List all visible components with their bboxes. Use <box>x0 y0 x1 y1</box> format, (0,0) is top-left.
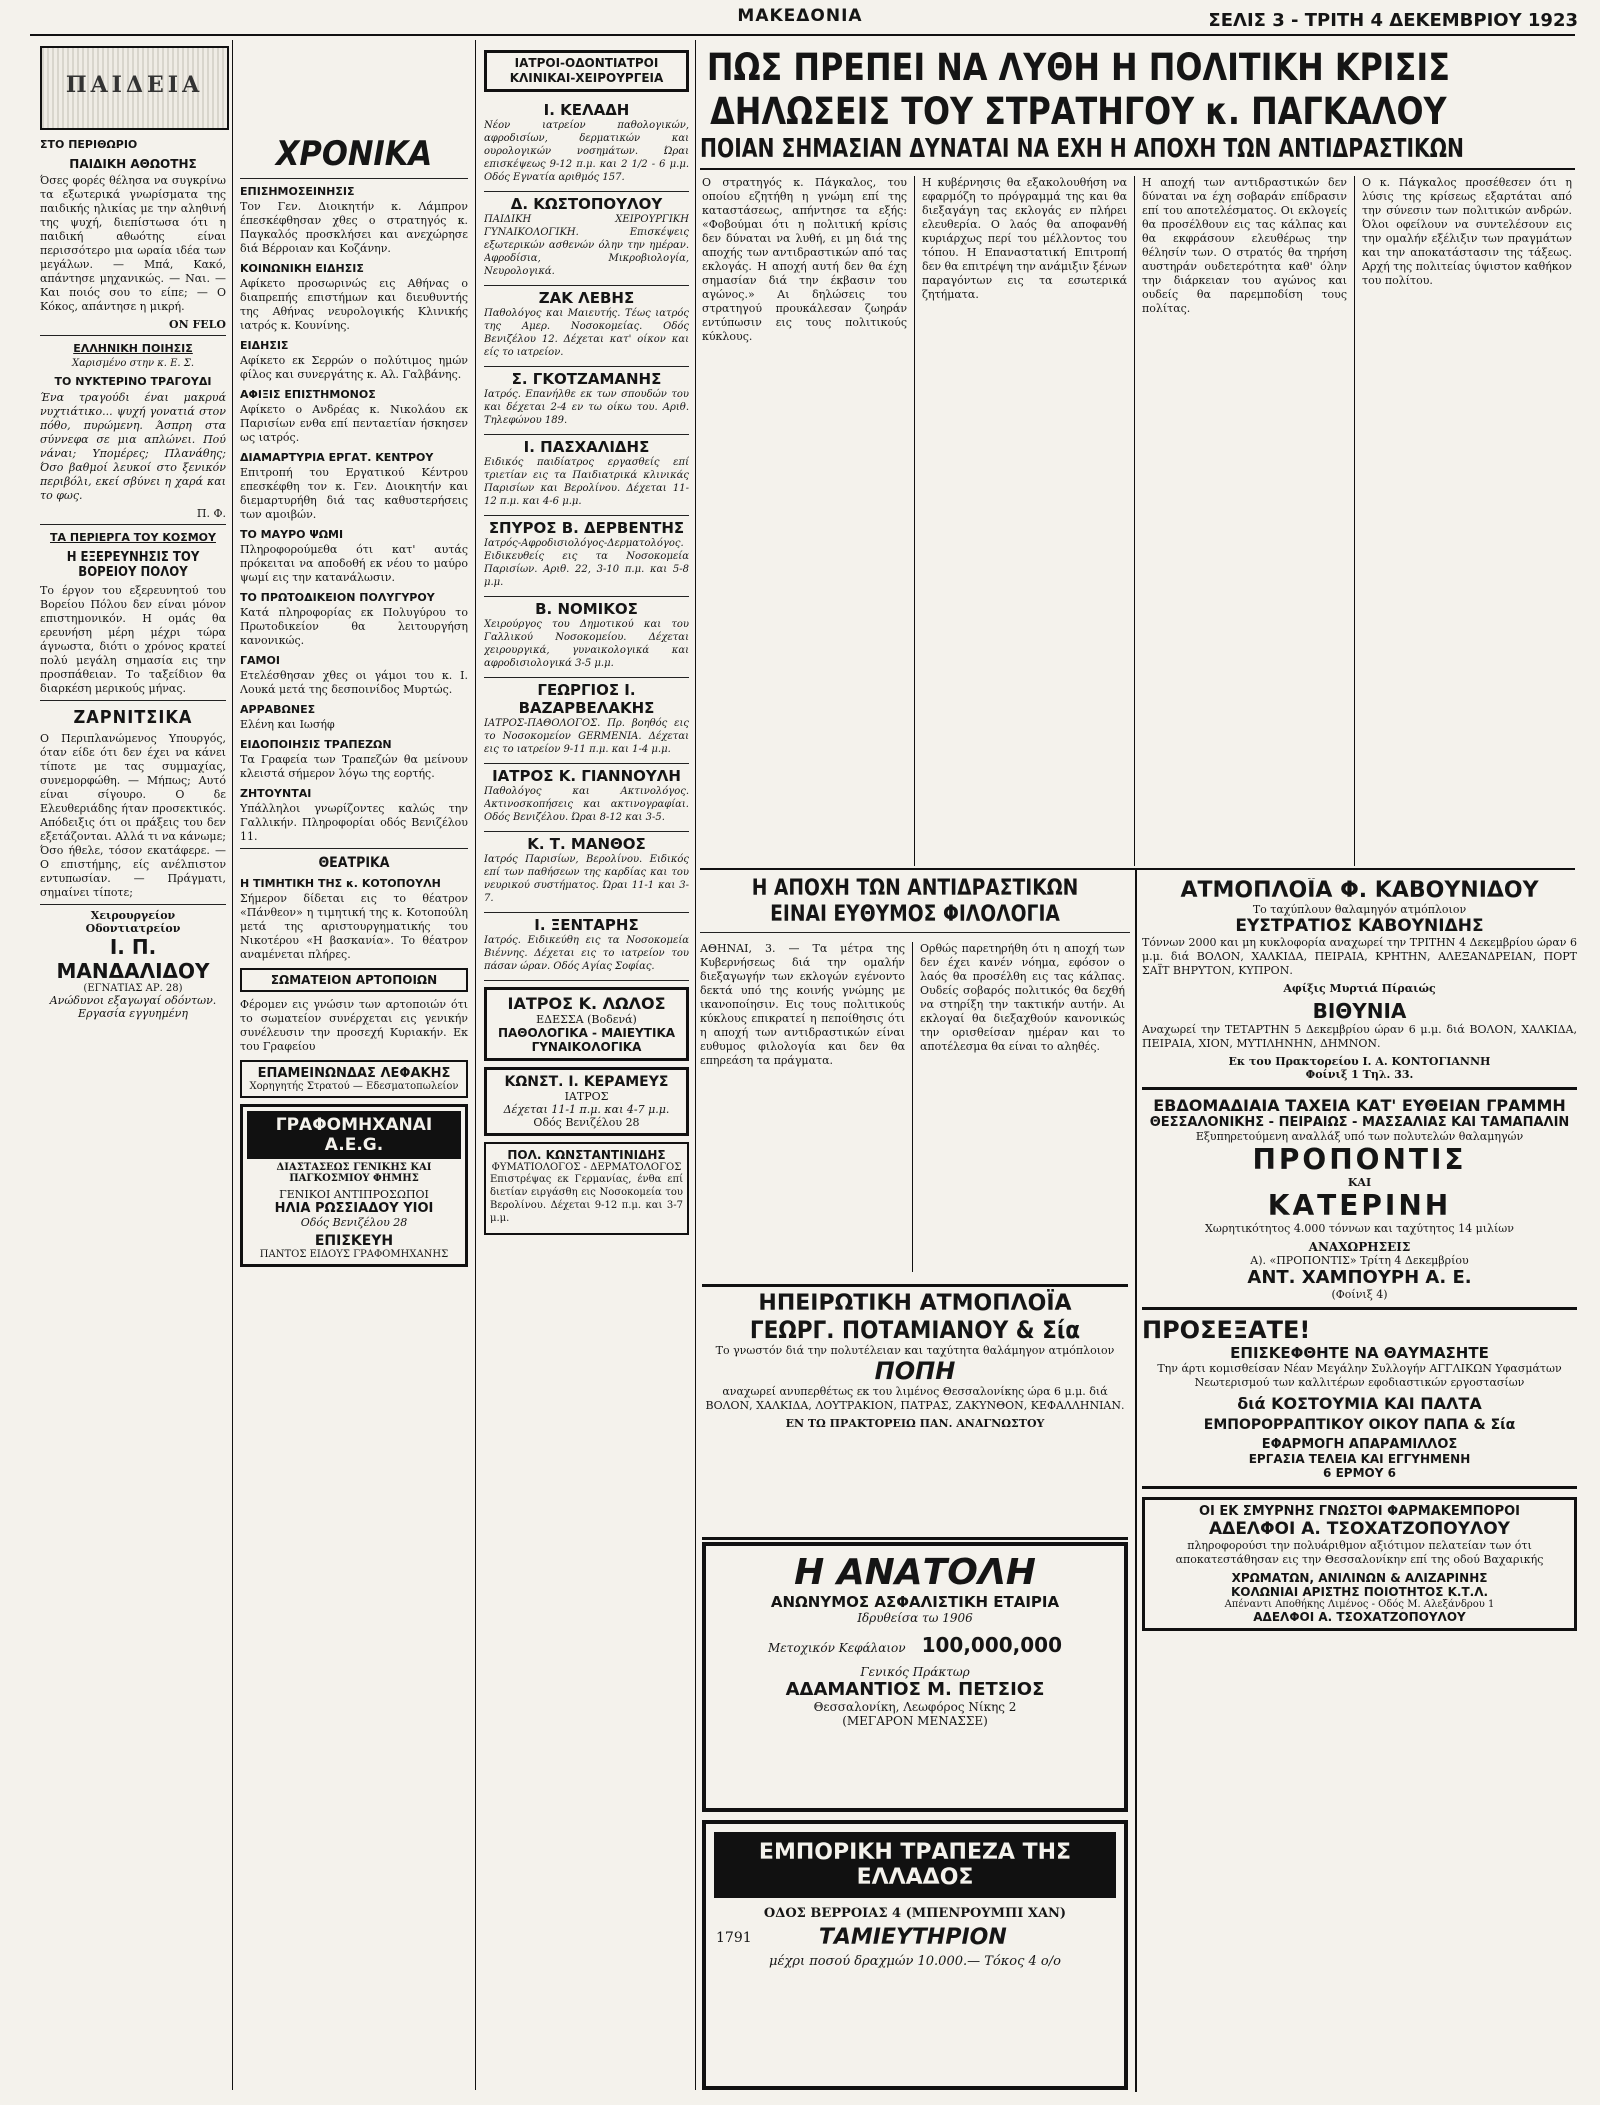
ad-konstantinidis-body: Επιστρέψας εκ Γερμανίας, ένθα επί διετίαν ειργάσθη εις Νοσοκομεία του Βερολίνου. Δέχεται 9-12 π.μ. και 3-7 μ.μ. <box>490 1174 683 1224</box>
main-article-col: Ο στρατηγός κ. Πάγκαλος, του οποίου εζητήθη η γνώμη επί της καταστάσεως, απήντησε τα εξής: «Φοβούμαι ότι η πολιτική κρίσις δεν δύναται να λυθή, ει μη διά της αποχής των αντιδραστικών από τας εκλογάς. Η αποχή αυτή δεν θα έχη σημασίαν διά την έκβασιν του αγώνος.» Αι δηλώσεις του στρατηγού προυκάλεσαν ζωηράν εντύπωσιν εις τους πολιτικούς κύκλους. <box>702 176 907 343</box>
ad-anatoli-sub: ΑΝΩΝΥΜΟΣ ΑΣΦΑΛΙΣΤΙΚΗ ΕΤΑΙΡΙΑ <box>770 1593 1060 1611</box>
doctor-ad <box>484 367 689 435</box>
doctor-name: Ι. ΠΑΣΧΑΛΙΔΗΣ <box>523 438 650 456</box>
ad-aeg <box>240 1104 468 1267</box>
ad-anatoli-rep: ΑΔΑΜΑΝΤΙΟΣ Μ. ΠΕΤΣΙΟΣ <box>785 1679 1045 1700</box>
ad-papa-body: Την άρτι κομισθείσαν Νέαν Μεγάλην Συλλογήν ΑΓΓΛΙΚΩΝ Υφασμάτων Νεωτερισμού των καλλιτέρων εφοδιαστικών εργοστασίων <box>1157 1362 1562 1389</box>
ad-papa-apply: ΕΦΑΡΜΟΓΗ ΑΠΑΡΑΜΙΛΛΟΣ <box>1261 1437 1458 1452</box>
chronicle-item-heading: ΓΑΜΟΙ <box>240 654 280 667</box>
ad-vithynia-agent: Εκ του Πρακτορείου Ι. Α. ΚΟΝΤΟΓΙΑΝΝΗ <box>1228 1055 1491 1068</box>
doctor-details: Χειρούργος του Δημοτικού και του Γαλλικού Νοσοκομείου. Δέχεται χειρουργικά, γυναικολογικά και αφροδισιολογικά 3-5 μ.μ. <box>484 619 689 669</box>
divider <box>40 904 226 905</box>
ad-propontis-agent: ΑΝΤ. ΧΑΜΠΟΥΡΗ Α. Ε. <box>1247 1267 1472 1288</box>
chronicle-item-body: Κατά πληροφορίας εκ Πολυγύρου το Πρωτοδικείον θα λειτουργήση κανονικώς. <box>240 606 468 647</box>
chronicle-item-body: Αφίκετο ο Ανδρέας κ. Νικολάου εκ Παρισίων ενθα επί πενταετίαν ήσκησεν ως ιατρός. <box>240 403 468 444</box>
ad-propontis-title: ΕΒΔΟΜΑΔΙΑΙΑ ΤΑΧΕΙΑ ΚΑΤ' ΕΥΘΕΙΑΝ ΓΡΑΜΜΗ <box>1153 1096 1566 1115</box>
ad-bank <box>702 1820 1128 2090</box>
chronicle-item-heading: ΚΟΙΝΩΝΙΚΗ ΕΙΔΗΣΙΣ <box>240 262 364 275</box>
doctor-ad <box>484 516 689 597</box>
chronicle-item-heading: ΕΠΙΣΗΜΟΣΕΙΝΗΣΙΣ <box>240 185 355 198</box>
chronicle-item-heading: ΕΙΔΗΣΙΣ <box>240 339 289 352</box>
doctor-name: Ι. ΞΕΝΤΑΡΗΣ <box>534 916 639 934</box>
ad-lefakis <box>240 1060 468 1098</box>
doctor-name: ΓΕΩΡΓΙΟΣ Ι. ΒΑΖΑΡΒΕΛΑΚΗΣ <box>518 681 655 717</box>
ad-anatoli-capital: 100,000,000 <box>921 1633 1063 1657</box>
section-label: ΣΤΟ ΠΕΡΙΘΩΡΙΟ <box>40 138 138 151</box>
ad-kavounidou-intro: Το ταχύπλουν θαλαμηγόν ατμόπλοιον <box>1252 903 1467 916</box>
ad-kerameus-address: Οδός Βενιζέλου 28 <box>533 1116 640 1129</box>
ad-papa <box>1142 1310 1577 1489</box>
ad-aeg-service: ΕΠΙΣΚΕΥΗ <box>314 1233 394 1249</box>
main-headlines <box>700 46 1580 166</box>
chronicle-title: ΧΡΟΝΙΚΑ <box>275 134 433 174</box>
ad-potamianou <box>702 1284 1128 1540</box>
ad-propontis-agent-sub: (Φοίνιξ 4) <box>1331 1288 1388 1301</box>
ad-konstantinidis-sub: ΦΥΜΑΤΙΟΛΟΓΟΣ - ΔΕΡΜΑΤΟΛΟΓΟΣ <box>491 1162 682 1173</box>
ad-lolos-city: ΕΔΕΣΣΑ (Βοδενά) <box>536 1013 637 1026</box>
ad-propontis-date: Α). «ΠΡΟΠΟΝΤΙΣ» Τρίτη 4 Δεκεμβρίου <box>1250 1254 1469 1267</box>
column-2 <box>240 44 468 2092</box>
sub-article-col: ΑΘΗΝΑΙ, 3. — Τα μέτρα της Κυβερνήσεως διά την ομαλήν διεξαγωγήν των εκλογών εγένοντο δεκτά υπό της κοινής γνώμης με ικανοποίησιν. Εις τους πολιτικούς κύκλους επικρατεί η πεποίθησις ότι η αποχή των αντιδραστικών είναι ευθυμος φιλολογία και δεν θα επηρεάση τα πράγματα. <box>700 942 905 1067</box>
column-title: ΖΑΡΝΙΤΣΙΚΑ <box>73 707 193 728</box>
chronicle-item-heading: ΔΙΑΜΑΡΤΥΡΙΑ ΕΡΓΑΤ. ΚΕΝΤΡΟΥ <box>240 451 434 464</box>
page-date: ΣΕΛΙΣ 3 - ΤΡΙΤΗ 4 ΔΕΚΕΜΒΡΙΟΥ 1923 <box>1208 10 1578 31</box>
chronicle-item-body: Ετελέσθησαν χθες οι γάμοι του κ. Ι. Λουκά μετά της δεσποινίδος Μυρτώς. <box>240 669 468 696</box>
poem-signature: Π. Φ. <box>196 507 226 520</box>
theatre-heading: ΘΕΑΤΡΙΚΑ <box>318 855 390 871</box>
doctor-name: ΖΑΚ ΛΕΒΗΣ <box>538 289 635 307</box>
sub-headline-2: ΕΙΝΑΙ ΕΥΘΥΜΟΣ ΦΙΛΟΛΟΓΙΑ <box>770 902 1060 927</box>
ad-dentist-sub: Οδοντιατρείον <box>85 922 181 935</box>
chronicle-item-heading: ΖΗΤΟΥΝΤΑΙ <box>240 787 312 800</box>
ad-anatoli-building: (ΜΕΓΑΡΟΝ ΜΕΝΑΣΣΕ) <box>842 1714 988 1728</box>
ad-potamianou-body: αναχωρεί ανυπερθέτως εκ του λιμένος Θεσσαλονίκης ώρα 6 μ.μ. διά ΒΟΛΟΝ, ΧΑΛΚΙΔΑ, ΛΟΥΤΡΑΚΙΟΝ, ΠΑΤΡΑΣ, ΖΑΚΥΝΘΟΝ, ΚΕΦΑΛΛΗΝΙΑΝ. <box>705 1385 1125 1412</box>
world-body: Το έργον του εξερευνητού του Βορείου Πόλου δεν είναι μόνον επιστημονικόν. Η ομάς θα ερευνήση μέρη μέχρι τώρα άγνωστα, διότι ο χρόνος κρατεί πολύ μεγάλη σημασία εις την προσπάθειαν. Το ταξείδιον θα διαρκέση μερικούς μήνας. <box>40 584 226 695</box>
headline-rule <box>700 168 1575 170</box>
ad-konstantinidis-title: ΠΟΛ. ΚΩΝΣΤΑΝΤΙΝΙΔΗΣ <box>507 1148 666 1162</box>
column-3 <box>484 44 689 2092</box>
ad-propontis-ship1: ΠΡΟΠΟΝΤΙΣ <box>1252 1143 1467 1176</box>
ad-anatoli <box>702 1542 1128 1812</box>
chronicle-item-body: Υπάλληλοι γνωρίζοντες καλώς την Γαλλικήν. Πληροφορίαι οδός Βενιζέλου 11. <box>240 802 468 843</box>
ad-aeg-sub: ΔΙΑΣΤΑΣΕΩΣ ΓΕΝΙΚΗΣ ΚΑΙ ΠΑΓΚΟΣΜΙΟΥ ΦΗΜΗΣ <box>276 1162 432 1184</box>
ad-tsochatzopoulou-quality: ΚΟΛΩΝΙΑΙ ΑΡΙΣΤΗΣ ΠΟΙΟΤΗΤΟΣ Κ.Τ.Λ. <box>1230 1585 1489 1599</box>
divider <box>40 524 226 525</box>
poem-body: Ένα τραγούδι έναι μακρυά νυχτιάτικο... ψυχή γονατιά στον πόθο, πυρώμενη. Άσπρη στα σύννεφα σε μια απλώνει. Πού νάναι; Υπομέρες; Πλανάθης; Όσο βαθμοί λευκοί στο ξενικόν περιβόλι, εκεί σβύνει η χαρά και το φως. <box>40 391 226 502</box>
ad-papa-work: ΕΡΓΑΣΙΑ ΤΕΛΕΙΑ ΚΑΙ ΕΓΓΥΗΜΕΝΗ <box>1248 1452 1471 1466</box>
ad-papa-title: ΠΡΟΣΕΞΑΤΕ! <box>1142 1316 1311 1344</box>
guild-box <box>240 968 468 992</box>
ad-aeg-agent: ΓΕΝΙΚΟΙ ΑΝΤΙΠΡΟΣΩΠΟΙ <box>279 1188 429 1201</box>
world-heading: ΤΑ ΠΕΡΙΕΡΓΑ ΤΟΥ ΚΟΣΜΟΥ <box>50 531 216 544</box>
chronicle-item-heading: ΑΦΙΞΙΣ ΕΠΙΣΤΗΜΟΝΟΣ <box>240 388 376 401</box>
ad-anatoli-address: Θεσσαλονίκη, Λεωφόρος Νίκης 2 <box>813 1700 1017 1714</box>
ad-kavounidou-title: ΑΤΜΟΠΛΟΪΑ Φ. ΚΑΒΟΥΝΙΔΟΥ <box>1180 878 1539 903</box>
ad-propontis-ship2: ΚΑΤΕΡΙΝΗ <box>1267 1189 1452 1222</box>
headline-1: ΠΩΣ ΠΡΕΠΕΙ ΝΑ ΛΥΘΗ Η ΠΟΛΙΤΙΚΗ ΚΡΙΣΙΣ <box>706 46 1450 89</box>
ad-lolos-title: ΙΑΤΡΟΣ Κ. ΛΩΛΟΣ <box>507 994 666 1013</box>
ad-lolos <box>484 987 689 1061</box>
ad-papa-item: διά ΚΟΣΤΟΥΜΙΑ ΚΑΙ ΠΑΛΤΑ <box>1237 1394 1482 1413</box>
chronicle-item-body: Ελένη και Ιωσήφ <box>240 718 335 731</box>
divider <box>240 178 468 179</box>
sub-headline-1: Η ΑΠΟΧΗ ΤΩΝ ΑΝΤΙΔΡΑΣΤΙΚΩΝ <box>751 876 1079 901</box>
ad-bank-title: ΕΜΠΟΡΙΚΗ ΤΡΑΠΕΖΑ ΤΗΣ ΕΛΛΑΔΟΣ <box>714 1832 1116 1898</box>
ad-kavounidou-port: Αφίξις Μυρτιά Πίραιώς <box>1283 982 1436 995</box>
doctor-ad <box>484 192 689 286</box>
ad-kavounidou-ship: ΕΥΣΤΡΑΤΙΟΣ ΚΑΒΟΥΝΙΔΗΣ <box>1235 916 1484 936</box>
ad-aeg-service-sub: ΠΑΝΤΟΣ ΕΙΔΟΥΣ ΓΡΑΦΟΜΗΧΑΝΗΣ <box>259 1249 449 1260</box>
doctor-name: Β. ΝΟΜΙΚΟΣ <box>535 600 638 618</box>
doctor-details: ΙΑΤΡΟΣ-ΠΑΘΟΛΟΓΟΣ. Πρ. βοηθός εις το Νοσοκομείον GERMENIA. Δέχεται εις το ιατρείον 9-11 π.μ. και 1-4 μ.μ. <box>484 718 689 755</box>
ad-kavounidou <box>1142 878 1577 1090</box>
doctor-details: Ιατρός. Ειδικεύθη εις τα Νοσοκομεία Βιέννης. Δέχεται εις το ιατρείον του πάσαν ώραν. Οδός Αγίας Σοφίας. <box>484 935 689 972</box>
ad-potamianou-owner: ΓΕΩΡΓ. ΠΟΤΑΜΙΑΝΟΥ & Σία <box>749 1316 1081 1344</box>
doctor-details: Νέον ιατρείον παθολογικών, αφροδισίων, δερματικών και ουρολογικών νοσημάτων. Ώραι επισκέψεως 9-12 π.μ. και 2 1/2 - 6 μ.μ. Οδός Εγνατία αριθμός 157. <box>484 120 689 183</box>
poetry-heading: ΕΛΛΗΝΙΚΗ ΠΟΙΗΣΙΣ <box>73 342 193 355</box>
doctor-details: Παθολόγος και Μαιευτής. Τέως ιατρός της Αμερ. Νοσοκομείας. Οδός Βενιζέλου 12. Δέχεται κατ' οίκον και είς το ιατρείον. <box>484 308 689 358</box>
doctor-ad <box>484 98 689 192</box>
ad-propontis-route: ΘΕΣΣΑΛΟΝΙΚΗΣ - ΠΕΙΡΑΙΩΣ - ΜΑΣΣΑΛΙΑΣ ΚΑΙ ΤΑΜΑΠΑΛΙΝ <box>1149 1115 1570 1130</box>
ad-tsochatzopoulou-signature: ΑΔΕΛΦΟΙ Α. ΤΣΟΧΑΤΖΟΠΟΥΛΟΥ <box>1253 1610 1466 1624</box>
doctor-ad <box>484 678 689 764</box>
guild-body: Φέρομεν εις γνώσιν των αρτοποιών ότι το σωματείον συνέρχεται εις γενικήν συνέλευσιν την προσεχή Κυριακήν. Εκ του Γραφείου <box>240 998 468 1053</box>
ad-bank-year: 1791 <box>716 1929 752 1946</box>
ad-aeg-agent-name: ΗΛΙΑ ΡΩΣΣΙΑΔΟΥ ΥΙΟΙ <box>274 1201 434 1216</box>
divider <box>40 700 226 701</box>
column-1 <box>40 132 226 2092</box>
ad-lefakis-name: ΕΠΑΜΕΙΝΩΝΔΑΣ ΛΕΦΑΚΗΣ <box>257 1066 451 1081</box>
sub-article-col: Ορθώς παρετηρήθη ότι η αποχή των δεν έχει κανέν νόημα, εφόσον ο λαός θα προσέλθη εις τας κάλπας. Ουδείς σοβαρός πολιτικός θα δεχθή να στηρίξη την τακτικήν αυτήν. Αι εκλογαί θα διεξαχθούν κανονικώς την ορισθείσαν ημέραν και το αποτέλεσμα θα είναι το αληθές. <box>920 942 1125 1053</box>
doctor-ads <box>484 98 689 981</box>
ad-dentist-name: Ι. Π. ΜΑΝΔΑΛΙΔΟΥ <box>56 935 210 983</box>
masthead-rule <box>30 34 1575 36</box>
ad-lolos-spec: ΠΑΘΟΛΟΓΙΚΑ - ΜΑΙΕΥΤΙΚΑ ΓΥΝΑΙΚΟΛΟΓΙΚΑ <box>497 1026 676 1054</box>
chronicle-item-body: Επιτροπή του Εργατικού Κέντρου επεσκέφθη τον κ. Γεν. Διοικητήν και διεμαρτυρήθη διά τας καθυστερήσεις των αμοιβών. <box>240 466 468 521</box>
ad-tsochatzopoulou <box>1142 1497 1577 1631</box>
headline-2: ΔΗΛΩΣΕΙΣ ΤΟΥ ΣΤΡΑΤΗΓΟΥ κ. ΠΑΓΚΑΛΟΥ <box>710 90 1447 133</box>
column-body: Ο Περιπλανώμενος Υπουργός, όταν είδε ότι δεν έχει να κάνει τίποτε με τας συμμαχίας, συνεμορφώθη. — Μήπως; Αυτό είναι σίγουρο. Ο δε Ελευθεριάδης ήταν προσεκτικός. Απόδειξις ότι οι πράξεις του δεν εξετάζονται. Αλλά τι να κάνωμε; Όσο ήθελε, τόσον εκατάφερε. — Ο επιστήμης, είς ανέλπιστον εντυπωσίαν. — Πράγματι, σημαίνει τίποτε; <box>40 732 226 899</box>
ad-anatoli-founded: Ιδρυθείσα τω 1906 <box>857 1611 973 1625</box>
headline-3: ΠΟΙΑΝ ΣΗΜΑΣΙΑΝ ΔΥΝΑΤΑΙ ΝΑ ΕΧΗ Η ΑΠΟΧΗ ΤΩΝ ΑΝΤΙΔΡΑΣΤΙΚΩΝ <box>700 134 1464 164</box>
doctor-name: Κ. Τ. ΜΑΝΘΟΣ <box>527 835 646 853</box>
doctors-header-text: ΙΑΤΡΟΙ-ΟΔΟΝΤΙΑΤΡΟΙ ΚΛΙΝΙΚΑΙ-ΧΕΙΡΟΥΡΓΕΙΑ <box>509 56 664 85</box>
ad-kerameus-title: ΚΩΝΣΤ. Ι. ΚΕΡΑΜΕΥΣ <box>504 1074 669 1090</box>
column-divider <box>232 40 233 2090</box>
chronicle-item-heading: ΕΙΔΟΠΟΙΗΣΙΣ ΤΡΑΠΕΖΩΝ <box>240 738 392 751</box>
ad-potamianou-intro: Το γνωστόν διά την πολυτέλειαν και ταχύτητα θαλάμηγον ατμόπλοιον <box>715 1344 1115 1357</box>
ad-dentist-tag: Εργασία εγγυημένη <box>78 1007 188 1020</box>
guild-heading: ΣΩΜΑΤΕΙΟΝ ΑΡΤΟΠΟΙΩΝ <box>270 973 438 987</box>
ad-bank-limit: μέχρι ποσού δραχμών 10.000.— Τόκος 4 ο/ο <box>769 1954 1061 1969</box>
ad-kavounidou-body: Τόννων 2000 και μη κυκλοφορία αναχωρεί την ΤΡΙΤΗΝ 4 Δεκεμβρίου ώραν 6 μ.μ. διά ΒΟΛΟΝ, ΧΑΛΚΙΔΑ, ΠΕΙΡΑΙΑ, ΚΡΗΤΗΝ, ΑΛΕΞΑΝΔΡΕΙΑΝ, ΠΟΡΤ ΣΑΪΤ ΒΗΡΥΤΟΝ, ΚΥΠΡΟΝ. <box>1142 936 1577 977</box>
ad-propontis-body: Χωρητικότητος 4.000 τόννων και ταχύτητος 14 μιλίων <box>1205 1222 1514 1235</box>
ad-papa-sub: ΕΠΙΣΚΕΦΘΗΤΕ ΝΑ ΘΑΥΜΑΣΗΤΕ <box>1230 1344 1489 1362</box>
ad-propontis <box>1142 1090 1577 1310</box>
chronicle-item-body: Αφίκετο εκ Σερρών ο πολύτιμος ημών φίλος και συνεργάτης κ. Αλ. Γαλβάνης. <box>240 354 468 381</box>
divider <box>240 848 468 849</box>
ad-potamianou-ship: ΠΟΠΗ <box>874 1357 956 1385</box>
chronicle-item-body: Αφίκετο προσωρινώς εις Αθήνας ο διαπρεπής επιστήμων και διευθυντής της Αθήνας νευρολογικής Κλινικής ιατρός κ. Κουνίνης. <box>240 277 468 332</box>
ad-potamianou-company: ΗΠΕΙΡΩΤΙΚΗ ΑΤΜΟΠΛΟΪΑ <box>758 1291 1072 1316</box>
chronicle-item-body: Τον Γεν. Διοικητήν κ. Λάμπρον έπεσκέφθησαν χθες ο στρατηγός κ. Παγκαλός προσκλήσει και ανεχώρησε διά Βέρροιαν και Κοζάνην. <box>240 200 468 255</box>
doctor-details: Παθολόγος και Ακτινολόγος. Ακτινοσκοπήσεις και ακτινογραφίαι. Οδός Βενιζέλου. Ώραι 8-12 και 3-5. <box>484 786 689 823</box>
ad-dentist-address: (ΕΓΝΑΤΙΑΣ ΑΡ. 28) <box>83 983 183 994</box>
ad-aeg-title: ΓΡΑΦΟΜΗΧΑΝΑΙ A.E.G. <box>247 1111 461 1159</box>
main-article <box>702 176 1577 876</box>
ad-anatoli-title: Η ΑΝΑΤΟΛΗ <box>794 1552 1036 1593</box>
doctor-name: ΣΠΥΡΟΣ Β. ΔΕΡΒΕΝΤΗΣ <box>488 519 685 537</box>
doctor-details: Ιατρός Παρισίων, Βερολίνου. Ειδικός επί των παθήσεων της καρδίας και του νευρικού συστήματος. Ώραι 11-1 και 3-7. <box>484 854 689 904</box>
ad-papa-address: 6 ΕΡΜΟΥ 6 <box>1323 1466 1396 1480</box>
doctor-ad <box>484 597 689 678</box>
ad-tsochatzopoulou-address: Απέναντι Αποθήκης Λιμένος - Οδός Μ. Αλεξάνδρου 1 <box>1224 1599 1495 1610</box>
main-article-col: Η αποχή των αντιδραστικών δεν δύναται να έχη σοβαράν επίδρασιν επί του αποτελέσματος. Οι εκλογείς θα προσέλθουν εις τας κάλπας και θα εκφράσουν ελευθέρως την θέλησίν των. Ο στρατός θα τηρήση αυστηράν ουδετερότητα καθ' όλην την διάρκειαν του αγώνος και ουδείς θα παρεμποδίση τους πολίτας. <box>1142 176 1347 315</box>
ad-anatoli-capital-label: Μετοχικόν Κεφάλαιον <box>767 1641 906 1655</box>
column-divider <box>475 40 476 2090</box>
section-rule <box>700 868 1575 870</box>
doctor-ad <box>484 435 689 516</box>
poem-dedication: Χαρισμένο στην κ. Ε. Σ. <box>71 358 195 369</box>
world-title: Η ΕΞΕΡΕΥΝΗΣΙΣ ΤΟΥ ΒΟΡΕΙΟΥ ΠΟΛΟΥ <box>66 550 200 580</box>
article-signature: ON FELO <box>169 318 226 331</box>
doctor-details: ΠΑΙΔΙΚΗ ΧΕΙΡΟΥΡΓΙΚΗ ΓΥΝΑΙΚΟΛΟΓΙΚΗ. Επισκέψεις εξωτερικών ασθενών όλην την ημέραν. Αφροδίσια, Μικροβιολογία, Νευρολογικά. <box>484 214 689 277</box>
ad-dentist-top: Χειρουργείον <box>90 909 176 922</box>
right-ads <box>1142 878 1577 2090</box>
chronicle-items <box>240 185 468 844</box>
doctor-name: Ι. ΚΕΛΑΔΗ <box>543 101 630 119</box>
chronicle-item-heading: ΤΟ ΜΑΥΡΟ ΨΩΜΙ <box>240 528 344 541</box>
ad-kerameus-sub: ΙΑΤΡΟΣ <box>564 1090 609 1103</box>
ad-lefakis-sub: Χορηγητής Στρατού — Εδεσματοπωλείον <box>249 1081 459 1092</box>
column-divider <box>695 40 696 2090</box>
section-logo: ΠΑΙΔΕΙΑ <box>40 46 229 130</box>
doctor-ad <box>484 286 689 367</box>
ad-konstantinidis <box>484 1142 689 1235</box>
doctor-name: Σ. ΓΚΟΤΖΑΜΑΝΗΣ <box>511 370 662 388</box>
theatre-subheading: Η ΤΙΜΗΤΙΚΗ ΤΗΣ κ. ΚΟΤΟΠΟΥΛΗ <box>240 877 441 890</box>
newspaper-title: ΜΑΚΕΔΟΝΙΑ <box>737 6 863 26</box>
ad-tsochatzopoulou-title: ΟΙ ΕΚ ΣΜΥΡΝΗΣ ΓΝΩΣΤΟΙ ΦΑΡΜΑΚΕΜΠΟΡΟΙ <box>1198 1504 1521 1519</box>
ad-propontis-intro: Εξυπηρετούμενη αναλλάξ υπό των πολυτελών θαλαμηγών <box>1195 1130 1524 1143</box>
doctor-name: ΙΑΤΡΟΣ Κ. ΓΙΑΝΝΟΥΛΗ <box>492 767 681 785</box>
main-article-col: Ο κ. Πάγκαλος προσέθεσεν ότι η λύσις της κρίσεως εξαρτάται από την σύνεσιν των πολιτικών ανδρών. Όλοι οφείλουν να συντελέσουν εις την ομαλήν εξέλιξιν των πραγμάτων και την αποκατάστασιν της τάξεως. Αρχή της πολιτείας ύψιστον καθήκον του πολίτου. <box>1362 176 1572 287</box>
doctors-header <box>484 50 689 92</box>
ad-aeg-address: Οδός Βενιζέλου 28 <box>300 1216 408 1229</box>
ad-kerameus <box>484 1067 689 1136</box>
doctor-ad <box>484 832 689 913</box>
ad-vithynia-ship: ΒΙΘΥΝΙΑ <box>1312 999 1407 1023</box>
ad-tsochatzopoulou-colors: ΧΡΩΜΑΤΩΝ, ΑΝΙΛΙΝΩΝ & ΑΛΙΖΑΡΙΝΗΣ <box>1231 1571 1488 1585</box>
poem-title: ΤΟ ΝΥΚΤΕΡΙΝΟ ΤΡΑΓΟΥΔΙ <box>54 375 212 388</box>
ad-tsochatzopoulou-body: πληροφορούσι την πολυάριθμον αξιότιμον πελατείαν των ότι αποκατεστάθησαν εις την Θεσσαλονίκην επί της οδού Βαχαρικής <box>1175 1539 1544 1566</box>
ad-propontis-departures: ΑΝΑΧΩΡΗΣΕΙΣ <box>1308 1240 1411 1254</box>
chronicle-item-body: Τα Γραφεία των Τραπεζών θα μείνουν κλειστά σήμερον λόγω της εορτής. <box>240 753 468 780</box>
doctor-details: Ιατρός. Επανήλθε εκ των σπουδών του και δέχεται 2-4 εν τω οίκω του. Αριθ. Τηλεφώνου 189. <box>484 389 689 426</box>
ad-vithynia-body: Αναχωρεί την ΤΕΤΑΡΤΗΝ 5 Δεκεμβρίου ώραν 6 μ.μ. διά ΒΟΛΟΝ, ΧΑΛΚΙΔΑ, ΠΕΙΡΑΙΑ, ΧΙΟΝ, ΜΥΤΙΛΗΝΗΝ, ΔΗΜΝΟΝ. <box>1142 1023 1577 1050</box>
doctor-ad <box>484 764 689 832</box>
ad-propontis-and: ΚΑΙ <box>1347 1176 1372 1189</box>
doctor-details: Ιατρός-Αφροδισιολόγος-Δερματολόγος. Ειδικευθείς εις τα Νοσοκομεία Παρισίων. Αριθ. 22, 3-10 π.μ. και 5-8 μ.μ. <box>484 538 689 588</box>
chronicle-item-heading: ΑΡΡΑΒΩΝΕΣ <box>240 703 316 716</box>
ad-papa-house: ΕΜΠΟΡΟΡΡΑΠΤΙΚΟΥ ΟΙΚΟΥ ΠΑΠΑ & Σία <box>1203 1417 1516 1433</box>
divider <box>40 335 226 336</box>
ad-bank-address: ΟΔΟΣ ΒΕΡΡΟΙΑΣ 4 (ΜΠΕΝΡΟΥΜΠΙ ΧΑΝ) <box>763 1906 1067 1921</box>
doctor-details: Ειδικός παιδίατρος εργασθείς επί τριετίαν εις τα Παιδιατρικά κλινικάς Παρισίων και Βερολίνου. Δέχεται 11-12 π.μ. και 4-6 μ.μ. <box>484 457 689 507</box>
column-divider <box>1135 870 1137 2092</box>
ad-kerameus-hours: Δέχεται 11-1 π.μ. και 4-7 μ.μ. <box>503 1103 670 1116</box>
article-title: ΠΑΙΔΙΚΗ ΑΘΩΟΤΗΣ <box>69 157 197 171</box>
ad-tsochatzopoulou-name: ΑΔΕΛΦΟΙ Α. ΤΣΟΧΑΤΖΟΠΟΥΛΟΥ <box>1209 1519 1510 1539</box>
chronicle-item-heading: ΤΟ ΠΡΩΤΟΔΙΚΕΙΟΝ ΠΟΛΥΓΥΡΟΥ <box>240 591 435 604</box>
ad-dentist-tag: Ανώδυνοι εξαγωγαί οδόντων. <box>49 994 217 1007</box>
ad-potamianou-agent: ΕΝ ΤΩ ΠΡΑΚΤΟΡΕΙΩ ΠΑΝ. ΑΝΑΓΝΩΣΤΟΥ <box>785 1417 1045 1430</box>
doctor-ad <box>484 913 689 981</box>
ad-anatoli-rep-label: Γενικός Πράκτωρ <box>860 1665 970 1679</box>
sub-article <box>700 876 1130 1281</box>
ad-bank-department: ΤΑΜΙΕΥΤΗΡΙΟΝ <box>818 1925 1007 1950</box>
main-article-col: Η κυβέρνησις θα εξακολουθήση να εφαρμόζη το πρόγραμμά της και θα διεξαγάγη τας εκλογάς εν πλήρει ελευθερία. Ο λαός θα αποφανθή κυριάρχως περί του μέλλοντος του τόπου. Η Επαναστατική Επιτροπή δεν θα επιτρέψη την ανάμιξιν ξένων παραγόντων εις τα εσωτερικά ζητήματα. <box>922 176 1127 301</box>
chronicle-item-body: Πληροφορούμεθα ότι κατ' αυτάς πρόκειται να αποδοθή εκ νέου το μαύρο ψωμί εις την κατανάλωσιν. <box>240 543 468 584</box>
doctor-name: Δ. ΚΩΣΤΟΠΟΥΛΟΥ <box>510 195 663 213</box>
theatre-body: Σήμερον δίδεται εις το θέατρον «Πάνθεον» η τιμητική της κ. Κοτοπούλη μετά της αριστουργηματικής του Νικοτέρου «Η βασκανία». Το θέατρον αναμένεται πλήρες. <box>240 892 468 961</box>
ad-vithynia-phone: Φοίνιξ 1 Τηλ. 33. <box>1305 1068 1414 1081</box>
article-body: Όσες φορές θέλησα να συγκρίνω τα εξωτερικά γνωρίσματα της παιδικής ηλικίας με την αληθινή της ψυχή, διεπίστωσα ότι η παιδική αθωότης είναι περισσότερο μια ωραία ιδέα των μεγάλων. — Μπά, Κακό, απάντησε μηχανικώς. — Ναι. — Και ποιός σου το είπε; — Ο Κόκος, απάντησε η μικρή. <box>40 174 226 313</box>
